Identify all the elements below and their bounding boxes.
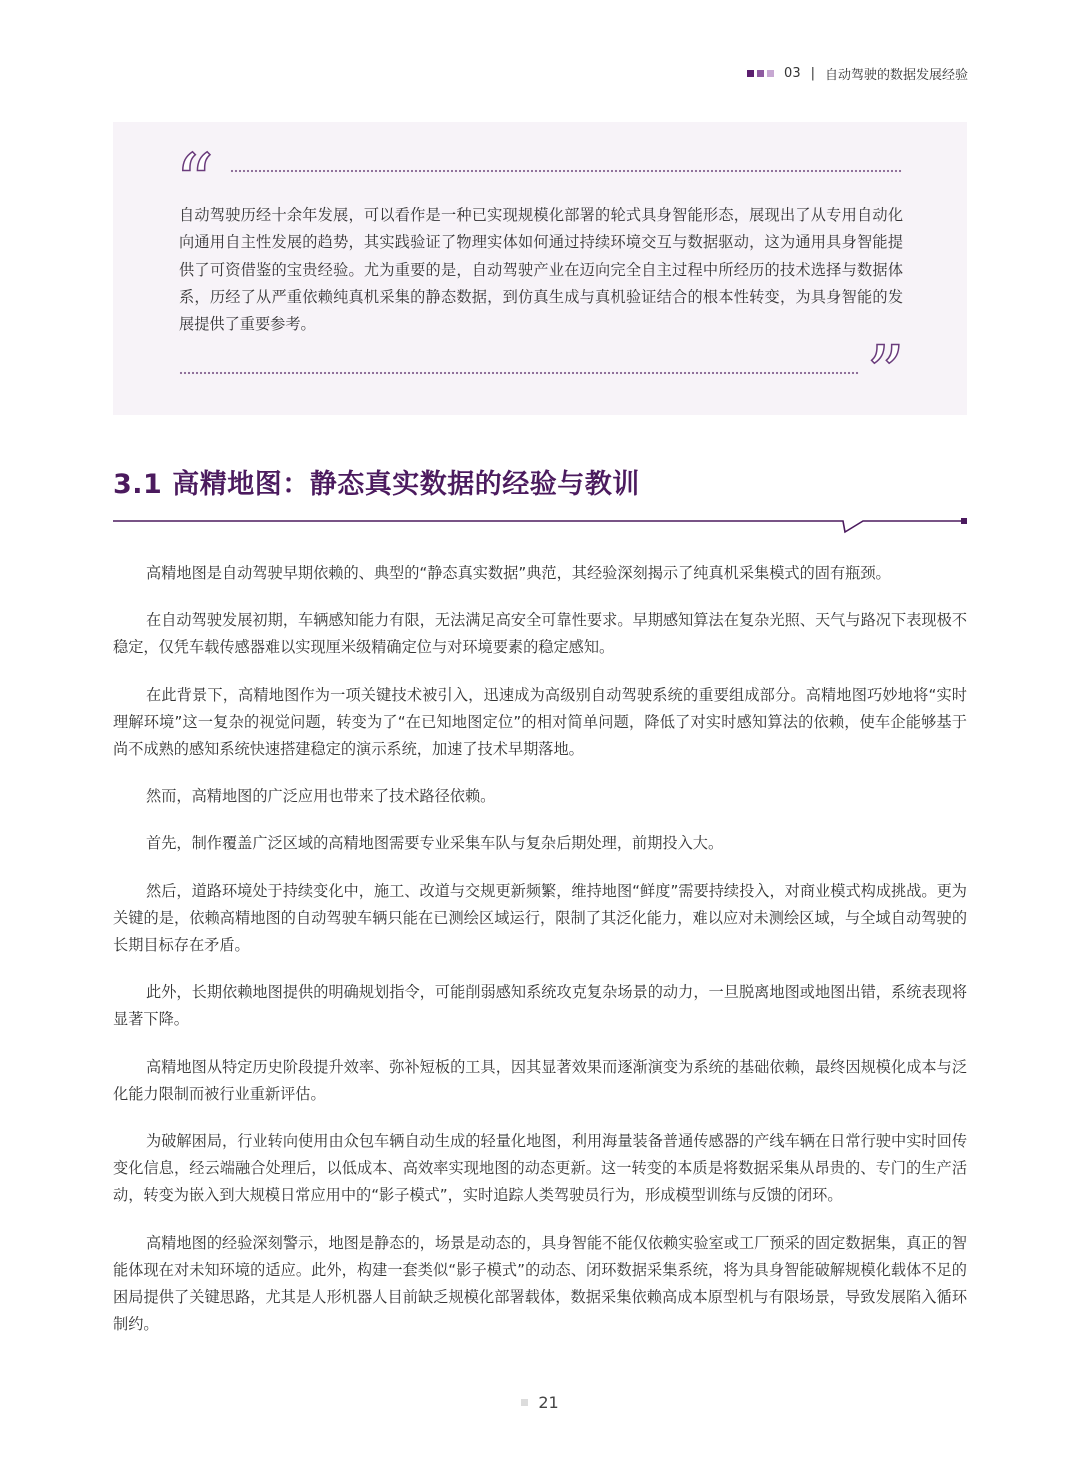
paragraph: 此外，长期依赖地图提供的明确规划指令，可能削弱感知系统攻克复杂场景的动力，一旦脱离地图或地图出错，系统表现将显著下降。 [113, 983, 967, 1029]
body-text [113, 560, 967, 1358]
section-title-rule [113, 508, 969, 538]
quote-divider-bottom [179, 370, 859, 376]
paragraph: 高精地图从特定历史阶段提升效率、弥补短板的工具，因其显著效果而逐渐演变为系统的基础依赖，最终因规模化成本与泛化能力限制而被行业重新评估。 [113, 1057, 967, 1103]
page-header [747, 64, 968, 83]
section-heading [113, 462, 640, 501]
section-title: 高精地图：静态真实数据的经验与教训 [172, 469, 640, 500]
section-number: 3.1 [113, 469, 163, 500]
quote-text: 自动驾驶历经十余年发展，可以看作是一种已实现规模化部署的轮式具身智能形态，展现出了从专用自动化向通用自主性发展的趋势，其实践验证了物理实体如何通过持续环境交互与数据驱动，这为通用具身智能提供了可资借鉴的宝贵经验。尤为重要的是，自动驾驶产业在迈向完全自主过程中所经历的技术选择与数据体系，历经了从严重依赖纯真机采集的静态数据，到仿真生成与真机验证结合的根本性转变，为具身智能的发展提供了重要参考。 [179, 206, 903, 334]
paragraph: 然后，道路环境处于持续变化中，施工、改道与交规更新频繁，维持地图“鲜度”需要持续投入，对商业模式构成挑战。更为关键的是，依赖高精地图的自动驾驶车辆只能在已测绘区域运行，限制了其泛化能力，难以应对未测绘区域，与全域自动驾驶的长期目标存在矛盾。 [113, 881, 967, 955]
header-squares-icon [747, 70, 774, 77]
paragraph: 然而，高精地图的广泛应用也带来了技术路径依赖。 [146, 787, 496, 806]
paragraph: 首先，制作覆盖广泛区域的高精地图需要专业采集车队与复杂后期处理，前期投入大。 [146, 834, 724, 853]
quote-divider-top [230, 168, 902, 174]
chapter-number: 03 [784, 66, 801, 81]
paragraph: 在自动驾驶发展初期，车辆感知能力有限，无法满足高安全可靠性要求。早期感知算法在复杂光照、天气与路况下表现极不稳定，仅凭车载传感器难以实现厘米级精确定位与对环境要素的稳定感知。 [113, 611, 967, 657]
paragraph: 为破解困局，行业转向使用由众包车辆自动生成的轻量化地图，利用海量装备普通传感器的产线车辆在日常行驶中实时回传变化信息，经云端融合处理后，以低成本、高效率实现地图的动态更新。这一转变的本质是将数据采集从昂贵的、专门的生产活动，转变为嵌入到大规模日常应用中的“影子模式”，实时追踪人类驾驶员行为，形成模型训练与反馈的闭环。 [113, 1132, 967, 1205]
quote-box [113, 122, 967, 418]
footer-square-icon [521, 1399, 528, 1406]
header-separator: | [810, 66, 815, 81]
paragraph: 高精地图的经验深刻警示，地图是静态的，场景是动态的，具身智能不能仅依赖实验室或工厂预采的固定数据集，真正的智能体现在对未知环境的适应。此外，构建一套类似“影子模式”的动态、闭环数据采集系统，将为具身智能破解规模化载体不足的困局提供了关键思路，尤其是人形机器人目前缺乏规模化部署载体，数据采集依赖高成本原型机与有限场景，导致发展陷入循环制约。 [113, 1233, 967, 1334]
open-quote-icon: “ [175, 137, 214, 226]
page-number: 21 [538, 1393, 559, 1412]
close-quote-icon: ” [866, 329, 905, 418]
page-footer [0, 1393, 1080, 1412]
paragraph: 在此背景下，高精地图作为一项关键技术被引入，迅速成为高级别自动驾驶系统的重要组成部分。高精地图巧妙地将“实时理解环境”这一复杂的视觉问题，转变为了“在已知地图定位”的相对简单问题，降低了对实时感知算法的依赖，使车企能够基于尚不成熟的感知系统快速搭建稳定的演示系统，加速了技术早期落地。 [113, 685, 967, 759]
chapter-title: 自动驾驶的数据发展经验 [824, 68, 968, 83]
paragraph: 高精地图是自动驾驶早期依赖的、典型的“静态真实数据”典范，其经验深刻揭示了纯真机采集模式的固有瓶颈。 [146, 564, 891, 582]
